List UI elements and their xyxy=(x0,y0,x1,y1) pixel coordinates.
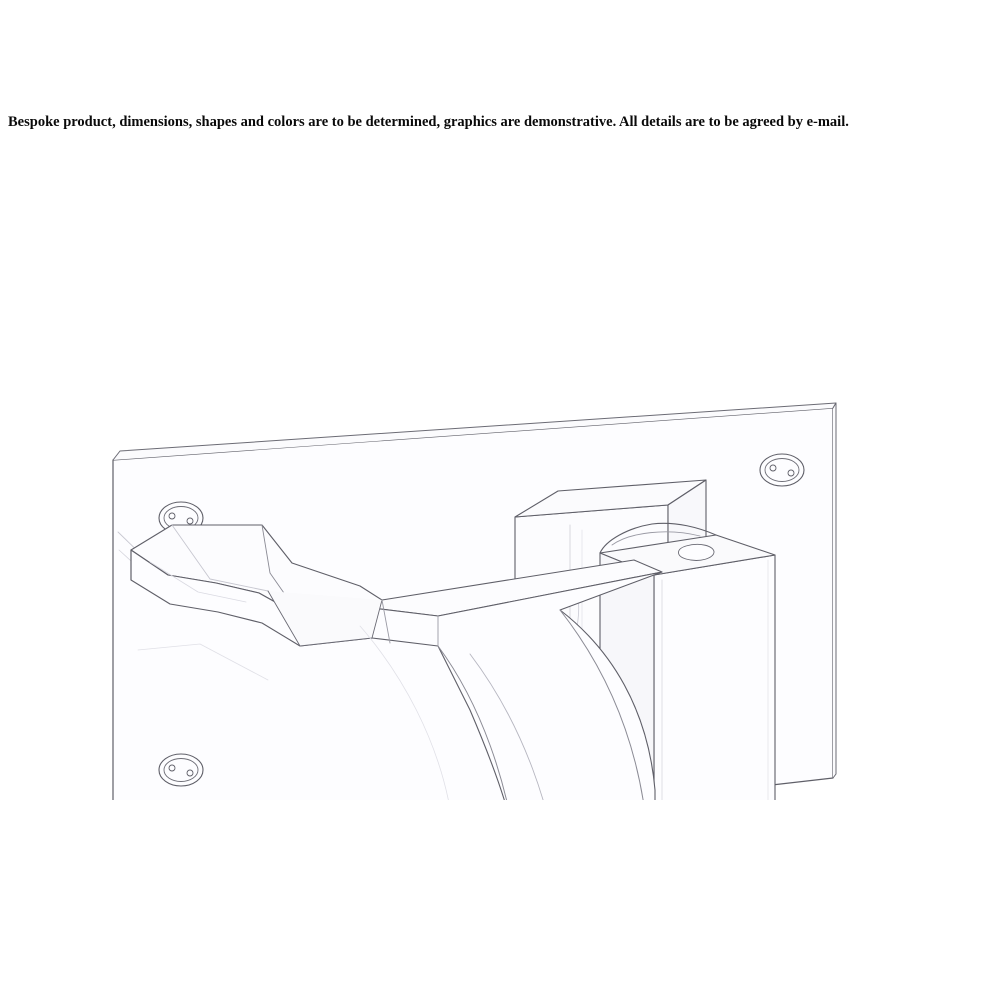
product-illustration xyxy=(0,180,1000,800)
disclaimer-text: Bespoke product, dimensions, shapes and colors are to be determined, graphics are demonstrative. All details are to be agreed by e-mail. xyxy=(8,114,849,130)
screw-bottom-left xyxy=(159,754,203,786)
product-illustration-svg xyxy=(0,180,1000,800)
lever-handle-front xyxy=(654,555,775,800)
screw-top-right xyxy=(760,454,804,486)
lever-handle-detail-ellipse xyxy=(679,544,715,560)
backplate-right-bevel xyxy=(833,403,836,778)
